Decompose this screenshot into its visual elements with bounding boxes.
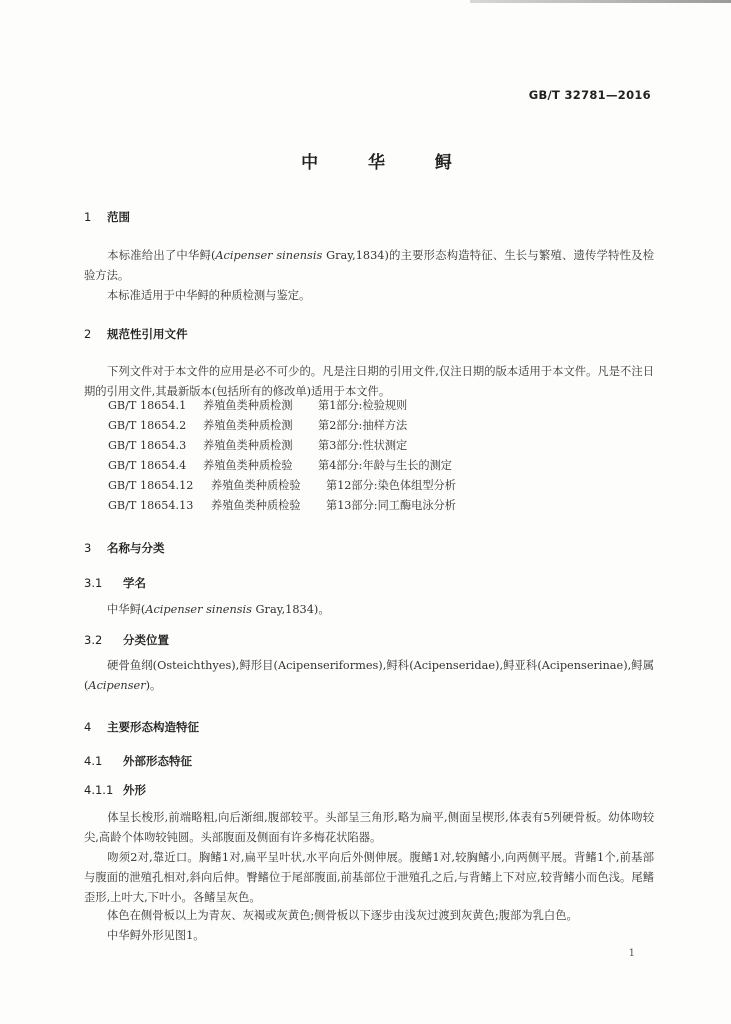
latin-name: Acipenser sinensis (215, 249, 323, 262)
reference-title: 养殖鱼类种质检测 (203, 399, 293, 412)
section-title: 外形 (123, 783, 147, 797)
standard-number: GB/T 32781—2016 (528, 88, 651, 102)
section-title: 名称与分类 (107, 541, 165, 555)
shape-paragraph-3: 体色在侧骨板以上为青灰、灰褐或灰黄色;侧骨板以下逐步由浅灰过渡到灰黄色;腹部为乳白色。 (107, 909, 578, 922)
reference-code: GB/T 18654.13 (108, 499, 194, 512)
section-4-1-1-heading (84, 782, 146, 798)
reference-item (108, 456, 456, 476)
shape-paragraph-1: 体呈长梭形,前端略粗,向后渐细,腹部较平。头部呈三角形,略为扁平,侧面呈楔形,体表有5列硬骨板。幼体吻较尖,高龄个体吻较钝圆。头部腹面及侧面有许多梅花状陷器。 (84, 811, 654, 844)
section-4-1-heading (84, 753, 192, 769)
reference-title: 养殖鱼类种质检测 (203, 439, 293, 452)
section-title: 学名 (123, 576, 147, 590)
section-number: 4 (84, 720, 92, 734)
scope-paragraph-2: 本标准适用于中华鲟的种质检测与鉴定。 (107, 289, 311, 302)
section-number: 4.1 (84, 754, 103, 768)
section-3-2-heading (84, 632, 169, 648)
document-title: 中 华 鲟 (301, 153, 474, 173)
section-number: 3 (84, 541, 92, 555)
top-border-line (470, 0, 731, 3)
reference-code: GB/T 18654.1 (108, 399, 187, 412)
reference-list (108, 396, 456, 516)
section-number: 2 (84, 327, 92, 341)
reference-part: 第1部分:检验规则 (318, 399, 408, 412)
section-title: 主要形态构造特征 (107, 720, 200, 734)
section-3-heading (84, 540, 165, 556)
reference-title: 养殖鱼类种质检验 (203, 459, 293, 472)
section-4-heading (84, 719, 199, 735)
reference-item (108, 396, 456, 416)
scope-paragraph-1: 本标准给出了中华鲟(Acipenser sinensis Gray,1834)的主要形态构造特征、生长与繁殖、遗传学特性及检验方法。 (84, 249, 654, 282)
reference-item (108, 416, 456, 436)
reference-part: 第12部分:染色体组型分析 (326, 479, 456, 492)
section-2-heading (84, 326, 188, 342)
reference-code: GB/T 18654.3 (108, 439, 187, 452)
reference-item (108, 476, 456, 496)
section-title: 范围 (107, 210, 131, 224)
latin-name: Acipenser sinensis (145, 603, 252, 616)
shape-paragraph-4: 中华鲟外形见图1。 (107, 929, 205, 942)
section-1-heading (84, 209, 130, 225)
reference-code: GB/T 18654.12 (108, 479, 194, 492)
section-title: 规范性引用文件 (107, 327, 188, 341)
reference-code: GB/T 18654.4 (108, 459, 187, 472)
reference-title: 养殖鱼类种质检验 (211, 479, 301, 492)
reference-item (108, 496, 456, 516)
shape-paragraph-2: 吻须2对,靠近口。胸鳍1对,扁平呈叶状,水平向后外侧伸展。腹鳍1对,较胸鳍小,向两侧平展。背鳍1个,前基部与腹面的泄殖孔相对,斜向后伸。臀鳍位于尾部腹面,前基部位于泄殖孔之后,与背鳍上下对应,较背鳍小而色浅。尾鳍歪形,上叶大,下叶小。各鳍呈灰色。 (84, 851, 654, 904)
section-number: 3.2 (84, 633, 103, 647)
references-intro: 下列文件对于本文件的应用是必不可少的。凡是注日期的引用文件,仅注日期的版本适用于本文件。凡是不注日期的引用文件,其最新版本(包括所有的修改单)适用于本文件。 (84, 365, 654, 398)
reference-part: 第4部分:年龄与生长的测定 (318, 459, 452, 472)
page-number: 1 (628, 948, 635, 959)
reference-title: 养殖鱼类种质检测 (203, 419, 293, 432)
section-title: 外部形态特征 (123, 754, 193, 768)
reference-part: 第13部分:同工酶电泳分析 (326, 499, 456, 512)
section-number: 3.1 (84, 576, 103, 590)
reference-part: 第3部分:性状测定 (318, 439, 408, 452)
reference-part: 第2部分:抽样方法 (318, 419, 408, 432)
section-number: 4.1.1 (84, 783, 114, 797)
reference-title: 养殖鱼类种质检验 (211, 499, 301, 512)
latin-name: Acipenser (88, 679, 146, 692)
reference-code: GB/T 18654.2 (108, 419, 187, 432)
section-number: 1 (84, 210, 92, 224)
section-3-1-heading (84, 575, 146, 591)
section-title: 分类位置 (123, 633, 170, 647)
reference-item (108, 436, 456, 456)
classification-paragraph: 硬骨鱼纲(Osteichthyes),鲟形目(Acipenseriformes),鲟科(Acipenseridae),鲟亚科(Acipenserinae),鲟属(Acipenser)。 (84, 659, 654, 692)
scientific-name-paragraph: 中华鲟(Acipenser sinensis Gray,1834)。 (107, 603, 330, 616)
